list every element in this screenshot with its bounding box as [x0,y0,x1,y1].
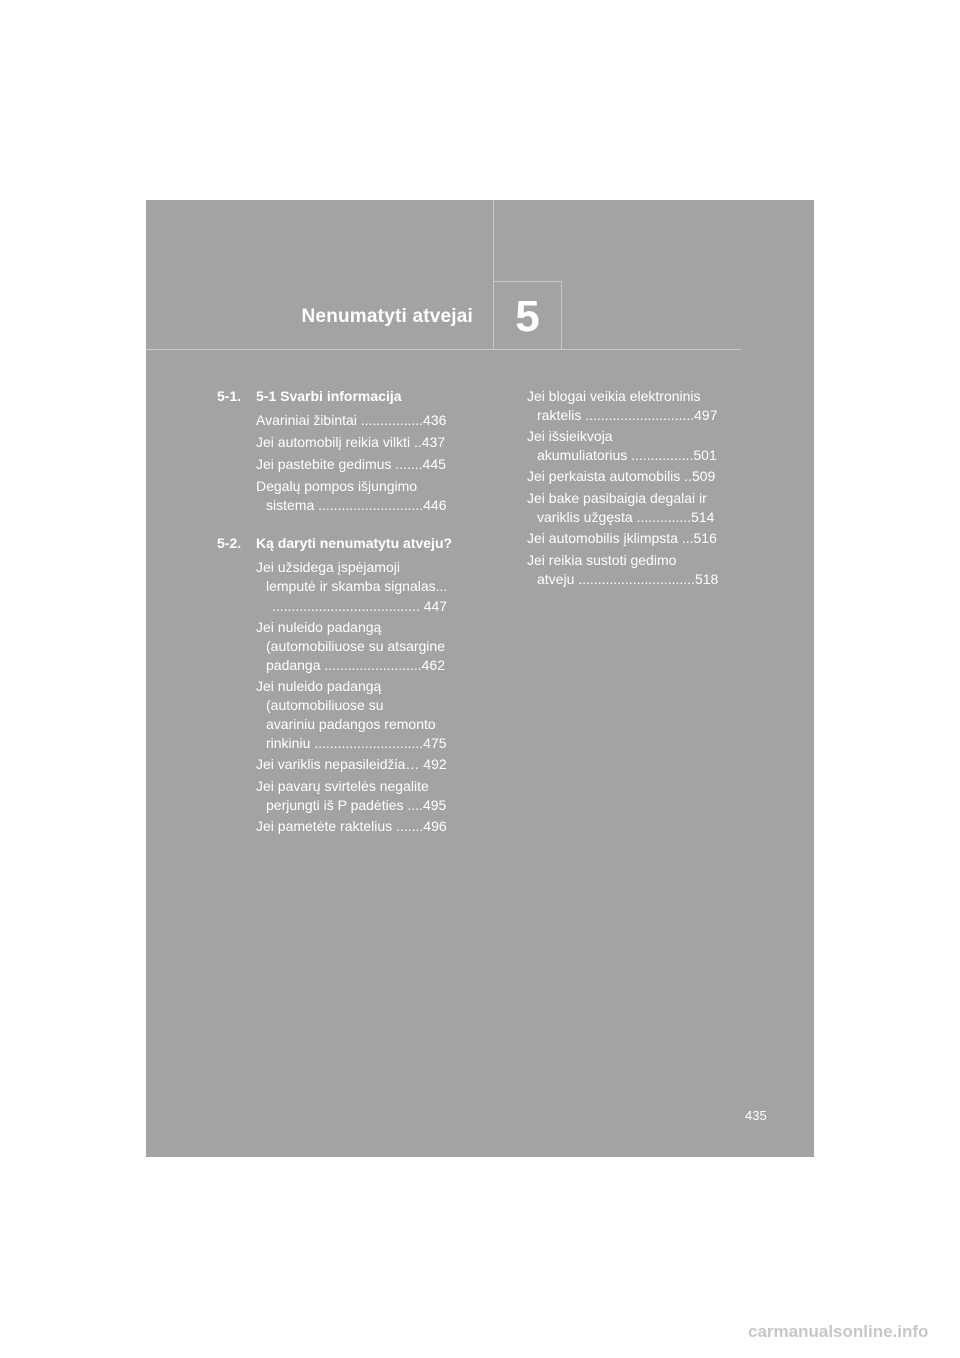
toc-entry[interactable]: Jei nuleido padangą [256,619,382,635]
chapter-panel [146,200,814,1157]
toc-entry-continued[interactable]: rinkiniu ............................475 [266,735,447,751]
toc-entry[interactable]: Jei išsieikvoja [527,428,613,444]
toc-entry[interactable]: Jei pastebite gedimus .......445 [256,456,446,472]
toc-entry[interactable]: Jei variklis nepasileidžia… 492 [256,756,447,772]
toc-entry-continued[interactable]: sistema ...........................446 [266,497,447,513]
toc-entry[interactable]: Jei perkaista automobilis ..509 [527,468,716,484]
toc-entry-continued[interactable]: raktelis ............................497 [537,407,718,423]
toc-entry-continued[interactable]: variklis užgęsta ..............514 [537,509,715,525]
page-number: 435 [745,1108,767,1123]
toc-entry-continued[interactable]: atveju ..............................518 [537,571,719,587]
toc-entry[interactable]: Jei automobilį reikia vilkti ..437 [256,434,446,450]
toc-entry[interactable]: Jei blogai veikia elektroninis [527,388,701,404]
header-divider [146,349,741,350]
toc-entry-continued[interactable]: akumuliatorius ................501 [537,447,717,463]
section-title: 5-1 Svarbi informacija [256,388,402,404]
toc-entry[interactable]: Jei bake pasibaigia degalai ir [527,490,707,506]
toc-entry[interactable]: Avariniai žibintai ................436 [256,412,447,428]
toc-entry[interactable]: Jei automobilis įklimpsta ...516 [527,530,717,546]
chapter-number-tab: 5 [493,281,562,349]
chapter-title: Nenumatyti atvejai [301,306,473,327]
toc-entry-continued[interactable]: (automobiliuose su atsargine [266,638,445,654]
section-title: Ką daryti nenumatytu atveju? [256,535,453,551]
toc-entry-continued[interactable]: perjungti iš P padėties ....495 [266,797,447,813]
toc-entry-continued[interactable]: lemputė ir skamba signalas... [266,578,448,594]
toc-entry-continued[interactable]: avariniu padangos remonto [266,716,436,732]
toc-entry[interactable]: Jei užsidega įspėjamoji [256,559,400,575]
toc-entry-continued[interactable]: padanga .........................462 [266,657,445,673]
section-number: 5-2. [217,535,242,551]
toc-entry-continued[interactable]: ...................................... 447 [272,598,448,614]
toc-entry-continued[interactable]: (automobiliuose su [266,697,384,713]
toc-entry[interactable]: Jei nuleido padangą [256,678,382,694]
toc-entry[interactable]: Jei reikia sustoti gedimo [527,552,677,568]
toc-entry[interactable]: Jei pavarų svirtelės negalite [256,778,429,794]
toc-entry[interactable]: Degalų pompos išjungimo [256,478,418,494]
watermark: carmanualsonline.info [748,1322,929,1341]
toc-entry[interactable]: Jei pametėte raktelius .......496 [256,818,447,834]
section-number: 5-1. [217,388,242,404]
